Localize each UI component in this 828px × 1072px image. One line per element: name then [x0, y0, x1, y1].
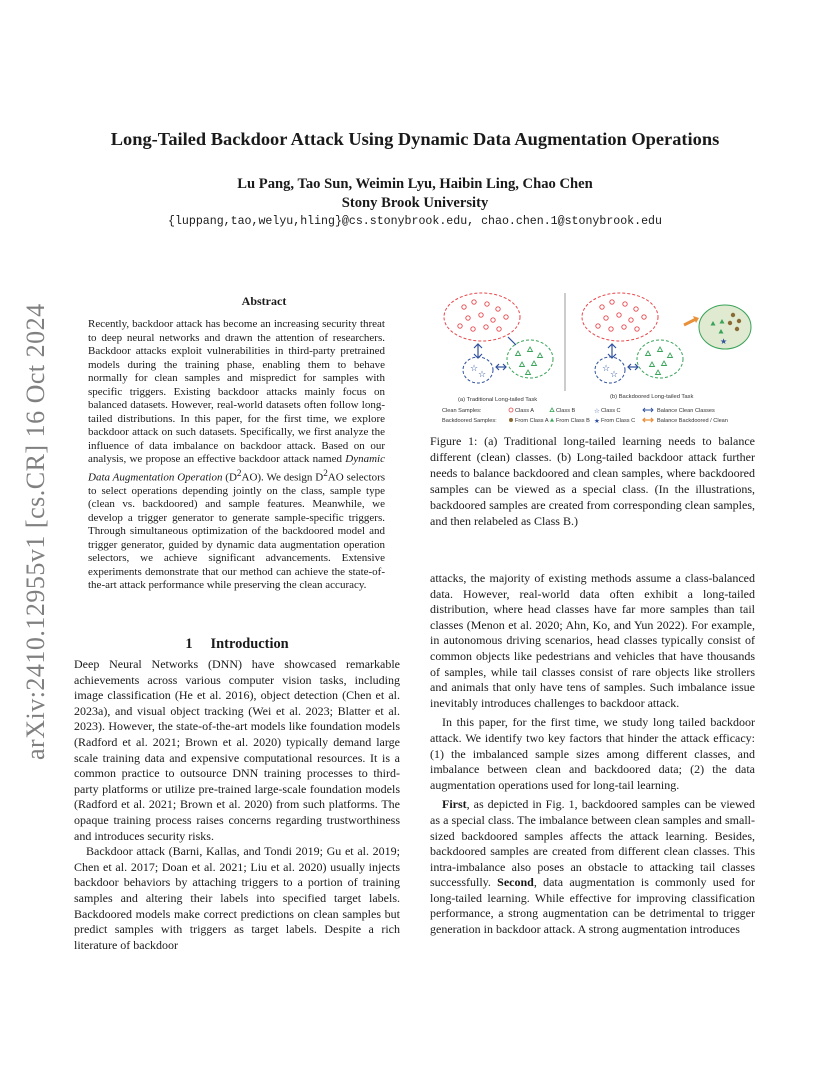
- arxiv-stamp: [18, 290, 54, 760]
- section-title: Introduction: [210, 636, 289, 652]
- section-number: 1: [185, 636, 193, 652]
- legend-from-b: From Class B: [556, 418, 590, 424]
- second-bold: Second: [497, 875, 534, 890]
- legend-from-a: From Class A: [515, 418, 549, 424]
- legend-balance-backdoored: Balance Backdoored / Clean: [657, 418, 728, 424]
- intro-paragraph-2: Backdoor attack (Barni, Kallas, and Tondi 2019; Gu et al. 2019; Chen et al. 2017; Doan et al. 2021; Liu et al. 2020) usually injects backdoor behaviors by attaching triggers to a portion of training samples and altering their labels into specified target labels. Backdoored models make correct predictions on clean samples but predict samples with triggers as target labels. Despite a rich literature of backdoor: [74, 844, 400, 952]
- right-paragraph-1: attacks, the majority of existing methods assume a class-balanced data. However, real-world data often exhibit a long-tailed distribution, where head classes have far more samples than tail classes (Menon et al. 2020; Ahn, Ko, and Yun 2022). For example, in autonomous driving scenarios, head classes typically consist of common objects like pedestrians and vehicles that have thousands of samples, while tail classes consist of rare objects like strollers and animals that only have tens of samples. Such imbalance issue inevitably introduces challenges to backdoor attack.: [430, 571, 755, 710]
- arxiv-stamp-text: arXiv:2410.12955v1 [cs.CR] 16 Oct 2024: [21, 303, 50, 760]
- abstract-method-name: Dynamic Data Augmentation Operation: [88, 453, 385, 484]
- legend-backdoored-label: Backdoored Samples:: [442, 418, 497, 424]
- subcaption-b: (b) Backdoored Long-tailed Task: [610, 394, 694, 400]
- abstract-body: [88, 318, 385, 593]
- legend-class-c: Class C: [601, 408, 621, 414]
- abstract-text-3: AO). We design D: [241, 471, 324, 484]
- subcaption-a: (a) Traditional Long-tailed Task: [458, 397, 538, 403]
- paper-title: Long-Tailed Backdoor Attack Using Dynamic Data Augmentation Operations: [110, 129, 720, 149]
- intro-paragraph-1: Deep Neural Networks (DNN) have showcased remarkable achievements across various computer vision tasks, including image classification (He et al. 2016), object detection (Chen et al. 2023a), and visual object tracking (Wei et al. 2023; Blatter et al. 2023). However, the state-of-the-art models like foundation models (Radford et al. 2021; Brown et al. 2020) typically demand large scale training data and expensive computational resources. It is a common practice to outsource DNN training processes to third-party platforms or utilize pre-trained large-scale foundation models (Radford et al. 2021; Brown et al. 2020) from such platforms. The opaque training process raises concerns regarding trustworthiness and introduces security risks.: [74, 657, 400, 843]
- section-heading-introduction: [74, 636, 400, 653]
- legend-class-b: Class B: [556, 408, 576, 414]
- svg-text:☆: ☆: [594, 408, 600, 415]
- svg-text:★: ★: [720, 337, 728, 346]
- affiliation: Stony Brook University: [341, 195, 489, 211]
- svg-text:★: ★: [594, 418, 600, 425]
- abstract-text-1: Recently, backdoor attack has become an increasing security threat to deep neural networks and drawn the attention of researchers. Backdoor attacks exploit vulnerabilities in third-party pretrained models during the training phase, enabling them to behave normally for clean samples and mispredict for samples with specific triggers. Existing backdoor attacks mainly focus on balanced datasets. However, real-world datasets often follow long-tailed distributions. In this paper, for the first time, we explore backdoor attack on such datasets. Specifically, we first analyze the influence of data imbalance on backdoor attack. Based on our analysis, we propose an effective backdoor attack named: [88, 318, 385, 465]
- panel-b: [582, 293, 751, 383]
- legend-balance-clean: Balance Clean Classes: [657, 408, 715, 414]
- caption-text: Figure 1: (a) Traditional long-tailed learning needs to balance different (clean) classes. (b) Long-tailed backdoor attack further needs to balance backdoored and clean samples, where backdoored samples can be viewed as a special class. (In the illustrations, backdoored samples are created from corresponding clean samples, and then relabeled as Class B.): [430, 434, 755, 528]
- right-paragraph-3a: , as depicted in Fig. 1, backdoored samples can be viewed as a special class. The imbalance between clean samples and small-sized backdoored samples affects the attack learning. Besides, backdoored samples are created from different clean classes. This intra-imbalance also poses an obstacle to attacking tail classes successfully.: [430, 797, 755, 890]
- legend-clean-label: Clean Samples:: [442, 408, 482, 414]
- legend-from-c: From Class C: [601, 418, 636, 424]
- right-paragraph-3b: , data augmentation is commonly used for long-tailed learning. While effective for improving classification performance, a strong augmentation can be detrimental to trigger generation in backdoor attack. A strong augmentation introduces: [430, 875, 756, 937]
- right-paragraph-3: [430, 797, 755, 937]
- figure-1-caption: [430, 433, 755, 529]
- abstract-text-4: AO selectors to select operations depending jointly on the class, sample type (clean vs. backdoored) and sample features. Meanwhile, we develop a trigger generator to generate sample-specific triggers. Through simultaneous optimization of the backdoored model and trigger generator, guided by dynamic data augmentation operation selectors, we achieve significant advancements. Extensive experiments demonstrate that our method can achieve the state-of-the-art attack performance while preserving the clean accuracy.: [88, 471, 386, 592]
- panel-a: [444, 293, 553, 383]
- abstract-heading: Abstract: [241, 294, 287, 308]
- figure-1: [438, 291, 754, 426]
- abstract-sup-2: 2: [323, 467, 328, 478]
- figure-legend: [442, 408, 728, 425]
- svg-text:☆: ☆: [610, 369, 619, 379]
- right-paragraph-2: In this paper, for the first time, we study long tailed backdoor attack. We identify two key factors that hinder the attack efficacy: (1) the imbalanced sample sizes among different classes, and imbalance between clean and backdoored data; (2) the data augmentation operations used for long-tail learning.: [430, 715, 755, 792]
- author-emails: {luppang,tao,welyu,hling}@cs.stonybrook.edu, chao.chen.1@stonybrook.edu: [168, 215, 662, 228]
- legend-class-a: Class A: [515, 408, 534, 414]
- svg-text:☆: ☆: [470, 363, 479, 373]
- right-column-body: [430, 571, 755, 938]
- author-block: [60, 175, 770, 213]
- left-column-body: [74, 657, 400, 953]
- author-names: Lu Pang, Tao Sun, Weimin Lyu, Haibin Ling, Chao Chen: [237, 176, 593, 192]
- abstract-sup: 2: [236, 467, 242, 478]
- svg-text:☆: ☆: [602, 363, 611, 373]
- svg-text:☆: ☆: [478, 369, 487, 379]
- first-bold: First: [442, 797, 467, 812]
- abstract-text-2: (D: [222, 471, 237, 484]
